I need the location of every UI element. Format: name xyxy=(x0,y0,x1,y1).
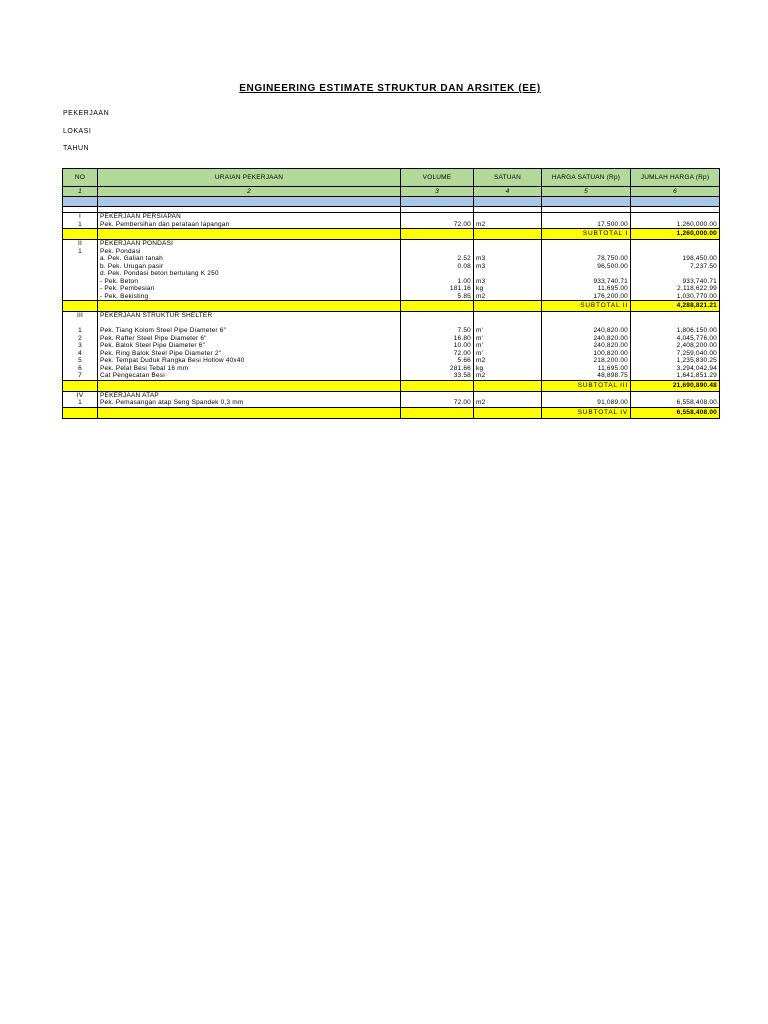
table-row xyxy=(63,293,720,301)
header-no: NO xyxy=(63,169,98,187)
cell-satuan: m' xyxy=(474,350,542,358)
cell-volume xyxy=(401,248,474,256)
cell-no: IV xyxy=(63,391,98,399)
cell-satuan: m' xyxy=(474,342,542,350)
cell-harga-satuan xyxy=(542,240,631,248)
table-row xyxy=(63,248,720,256)
cell-jumlah-harga xyxy=(631,270,720,278)
cell-no: 1 xyxy=(63,399,98,407)
cell-harga-satuan: 11,695.00 xyxy=(542,285,631,293)
section-row xyxy=(63,391,720,399)
cell-harga-satuan xyxy=(542,248,631,256)
spacer-cell xyxy=(401,197,474,207)
cell-no: III xyxy=(63,312,98,320)
header-harga-satuan: HARGA SATUAN (Rp) xyxy=(542,169,631,187)
spacer-cell xyxy=(631,197,720,207)
cell-volume: 5.66 xyxy=(401,357,474,365)
cell-uraian: d. Pek. Pondasi beton bertulang K 250 xyxy=(98,270,401,278)
cell-jumlah-harga: 3,294,042.94 xyxy=(631,365,720,373)
section-row xyxy=(63,312,720,320)
cell-no: 7 xyxy=(63,372,98,380)
cell-satuan: m3 xyxy=(474,278,542,286)
cell-jumlah-harga: 2,118,622.99 xyxy=(631,285,720,293)
cell-jumlah-harga: 4,288,821.21 xyxy=(631,301,720,312)
cell-harga-satuan: SUBTOTAL I xyxy=(542,229,631,240)
cell-no xyxy=(63,285,98,293)
cell-uraian xyxy=(98,407,401,418)
table-row xyxy=(63,357,720,365)
table-row xyxy=(63,335,720,343)
cell-harga-satuan: 91,089.00 xyxy=(542,399,631,407)
cell-no xyxy=(63,278,98,286)
cell-satuan xyxy=(474,301,542,312)
cell-satuan xyxy=(474,380,542,391)
table-row xyxy=(63,327,720,335)
cell-no xyxy=(63,320,98,328)
cell-satuan xyxy=(474,407,542,418)
cell-no xyxy=(63,263,98,271)
cell-jumlah-harga: 6,558,408.00 xyxy=(631,407,720,418)
column-index: 2 xyxy=(98,187,401,197)
cell-satuan: m2 xyxy=(474,399,542,407)
subtotal-row xyxy=(63,229,720,240)
cell-harga-satuan: 240,820.00 xyxy=(542,342,631,350)
cell-no xyxy=(63,380,98,391)
table-row xyxy=(63,372,720,380)
lokasi-label: LOKASI xyxy=(63,128,92,135)
cell-uraian: Pek. Pembersihan dan perataan lapangan xyxy=(98,221,401,229)
cell-uraian xyxy=(98,380,401,391)
cell-satuan: m2 xyxy=(474,221,542,229)
table-row xyxy=(63,270,720,278)
cell-jumlah-harga: 7,259,040.00 xyxy=(631,350,720,358)
cell-satuan: m3 xyxy=(474,255,542,263)
cell-jumlah-harga: 1,235,830.25 xyxy=(631,357,720,365)
cell-volume xyxy=(401,407,474,418)
cell-volume: 7.50 xyxy=(401,327,474,335)
cell-harga-satuan: 240,820.00 xyxy=(542,335,631,343)
cell-harga-satuan xyxy=(542,312,631,320)
cell-volume xyxy=(401,270,474,278)
cell-jumlah-harga: 4,045,776.00 xyxy=(631,335,720,343)
cell-uraian xyxy=(98,301,401,312)
cell-uraian: Pek. Ring Balok Steel Pipe Diameter 2" xyxy=(98,350,401,358)
cell-volume xyxy=(401,213,474,221)
cell-satuan xyxy=(474,229,542,240)
cell-harga-satuan: 100,820.00 xyxy=(542,350,631,358)
subtotal-row xyxy=(63,380,720,391)
cell-uraian: PEKERJAAN PERSIAPAN xyxy=(98,213,401,221)
cell-jumlah-harga: 1,641,851.29 xyxy=(631,372,720,380)
cell-no: 6 xyxy=(63,365,98,373)
cell-satuan xyxy=(474,270,542,278)
cell-no xyxy=(63,270,98,278)
cell-uraian: Pek. Rafter Steel Pipe Diameter 6" xyxy=(98,335,401,343)
cell-harga-satuan: 96,500.00 xyxy=(542,263,631,271)
cell-harga-satuan: 11,695.00 xyxy=(542,365,631,373)
cell-jumlah-harga xyxy=(631,213,720,221)
table-row xyxy=(63,350,720,358)
cell-uraian: b. Pek. Urugan pasir xyxy=(98,263,401,271)
pekerjaan-label: PEKERJAAN xyxy=(63,110,110,117)
cell-jumlah-harga xyxy=(631,391,720,399)
column-index: 3 xyxy=(401,187,474,197)
estimate-table-body xyxy=(63,169,720,419)
subtotal-row xyxy=(63,407,720,418)
cell-satuan: m2 xyxy=(474,293,542,301)
cell-uraian: Pek. Pemasangan atap Seng Spandek 0,3 mm xyxy=(98,399,401,407)
cell-jumlah-harga xyxy=(631,320,720,328)
cell-no: 4 xyxy=(63,350,98,358)
cell-uraian: Pek. Tempat Duduk Rangka Besi Hollow 40x40 xyxy=(98,357,401,365)
cell-no: 1 xyxy=(63,221,98,229)
cell-jumlah-harga: 933,740.71 xyxy=(631,278,720,286)
cell-harga-satuan xyxy=(542,270,631,278)
cell-volume: 2.52 xyxy=(401,255,474,263)
cell-volume: 0.08 xyxy=(401,263,474,271)
cell-volume xyxy=(401,240,474,248)
cell-harga-satuan: 933,740.71 xyxy=(542,278,631,286)
cell-satuan xyxy=(474,312,542,320)
cell-no: 1 xyxy=(63,248,98,256)
estimate-table xyxy=(62,168,720,419)
cell-harga-satuan: 176,200.00 xyxy=(542,293,631,301)
cell-volume xyxy=(401,391,474,399)
cell-jumlah-harga xyxy=(631,248,720,256)
cell-harga-satuan: 17,500.00 xyxy=(542,221,631,229)
subtotal-row xyxy=(63,301,720,312)
cell-uraian: PEKERJAAN PONDASI xyxy=(98,240,401,248)
cell-no: I xyxy=(63,213,98,221)
cell-jumlah-harga: 6,558,408.00 xyxy=(631,399,720,407)
cell-no: 3 xyxy=(63,342,98,350)
cell-jumlah-harga: 7,237.50 xyxy=(631,263,720,271)
cell-jumlah-harga: 1,260,000.00 xyxy=(631,229,720,240)
cell-no: 2 xyxy=(63,335,98,343)
cell-satuan: m2 xyxy=(474,372,542,380)
column-index: 5 xyxy=(542,187,631,197)
cell-satuan xyxy=(474,248,542,256)
cell-uraian: - Pek. Pembesian xyxy=(98,285,401,293)
cell-no xyxy=(63,301,98,312)
spacer-cell xyxy=(98,197,401,207)
cell-satuan xyxy=(474,213,542,221)
cell-harga-satuan: SUBTOTAL IV xyxy=(542,407,631,418)
cell-harga-satuan: SUBTOTAL II xyxy=(542,301,631,312)
header-row xyxy=(63,169,720,187)
cell-volume: 1.00 xyxy=(401,278,474,286)
cell-volume: 10.00 xyxy=(401,342,474,350)
cell-jumlah-harga: 2,408,200.00 xyxy=(631,342,720,350)
cell-volume xyxy=(401,229,474,240)
cell-satuan xyxy=(474,320,542,328)
column-index: 1 xyxy=(63,187,98,197)
cell-uraian xyxy=(98,229,401,240)
header-jumlah-harga: JUMLAH HARGA (Rp) xyxy=(631,169,720,187)
cell-no xyxy=(63,229,98,240)
cell-volume xyxy=(401,312,474,320)
table-row xyxy=(63,320,720,328)
cell-satuan: m' xyxy=(474,335,542,343)
table-row xyxy=(63,342,720,350)
cell-satuan: m3 xyxy=(474,263,542,271)
cell-no xyxy=(63,255,98,263)
table-row xyxy=(63,365,720,373)
cell-no xyxy=(63,407,98,418)
cell-uraian: Pek. Tiang Kolom Steel Pipe Diameter 6" xyxy=(98,327,401,335)
cell-satuan xyxy=(474,240,542,248)
cell-volume xyxy=(401,380,474,391)
cell-uraian xyxy=(98,320,401,328)
table-row xyxy=(63,263,720,271)
column-index: 4 xyxy=(474,187,542,197)
tahun-label: TAHUN xyxy=(63,145,90,152)
table-row xyxy=(63,399,720,407)
column-index-row xyxy=(63,187,720,197)
cell-uraian: Pek. Pondasi xyxy=(98,248,401,256)
cell-no: II xyxy=(63,240,98,248)
cell-volume: 16.80 xyxy=(401,335,474,343)
cell-uraian: PEKERJAAN STRUKTUR SHELTER xyxy=(98,312,401,320)
document-title: ENGINEERING ESTIMATE STRUKTUR DAN ARSITEK (EE) xyxy=(239,83,541,94)
cell-jumlah-harga: 198,450.00 xyxy=(631,255,720,263)
cell-no xyxy=(63,293,98,301)
cell-harga-satuan xyxy=(542,320,631,328)
cell-jumlah-harga: 1,030,770.00 xyxy=(631,293,720,301)
cell-harga-satuan: 78,750.00 xyxy=(542,255,631,263)
section-row xyxy=(63,213,720,221)
section-row xyxy=(63,240,720,248)
header-satuan: SATUAN xyxy=(474,169,542,187)
cell-harga-satuan: 218,200.00 xyxy=(542,357,631,365)
cell-volume: 72.00 xyxy=(401,350,474,358)
header-volume: VOLUME xyxy=(401,169,474,187)
cell-volume xyxy=(401,301,474,312)
column-index: 6 xyxy=(631,187,720,197)
table-row xyxy=(63,285,720,293)
cell-jumlah-harga xyxy=(631,240,720,248)
cell-harga-satuan: SUBTOTAL III xyxy=(542,380,631,391)
cell-uraian: Cat Pengecatan Besi xyxy=(98,372,401,380)
cell-volume: 181.16 xyxy=(401,285,474,293)
cell-uraian: Pek. Balok Steel Pipe Diameter 6" xyxy=(98,342,401,350)
cell-volume: 281.66 xyxy=(401,365,474,373)
cell-satuan: kg xyxy=(474,285,542,293)
cell-jumlah-harga: 1,806,150.00 xyxy=(631,327,720,335)
table-row xyxy=(63,221,720,229)
spacer-cell xyxy=(542,197,631,207)
cell-volume: 33.58 xyxy=(401,372,474,380)
cell-no: 5 xyxy=(63,357,98,365)
cell-volume xyxy=(401,320,474,328)
cell-satuan xyxy=(474,391,542,399)
cell-volume: 72.00 xyxy=(401,221,474,229)
cell-jumlah-harga: 21,690,890.48 xyxy=(631,380,720,391)
cell-harga-satuan: 240,820.00 xyxy=(542,327,631,335)
table-row xyxy=(63,255,720,263)
cell-volume: 5.85 xyxy=(401,293,474,301)
cell-jumlah-harga xyxy=(631,312,720,320)
cell-jumlah-harga: 1,260,000.00 xyxy=(631,221,720,229)
spacer-row xyxy=(63,197,720,207)
spacer-cell xyxy=(63,197,98,207)
cell-uraian: - Pek. Beton xyxy=(98,278,401,286)
cell-harga-satuan xyxy=(542,391,631,399)
cell-harga-satuan: 48,898.75 xyxy=(542,372,631,380)
header-uraian: URAIAN PEKERJAAN xyxy=(98,169,401,187)
cell-satuan: m' xyxy=(474,327,542,335)
cell-uraian: - Pek. Bekisting xyxy=(98,293,401,301)
cell-uraian: a. Pek. Galian tanah xyxy=(98,255,401,263)
cell-satuan: kg xyxy=(474,365,542,373)
cell-harga-satuan xyxy=(542,213,631,221)
cell-uraian: PEKERJAAN ATAP xyxy=(98,391,401,399)
table-row xyxy=(63,278,720,286)
cell-satuan: m2 xyxy=(474,357,542,365)
cell-volume: 72.00 xyxy=(401,399,474,407)
cell-uraian: Pek. Pelat Besi Tebal 16 mm xyxy=(98,365,401,373)
spacer-cell xyxy=(474,197,542,207)
cell-no: 1 xyxy=(63,327,98,335)
